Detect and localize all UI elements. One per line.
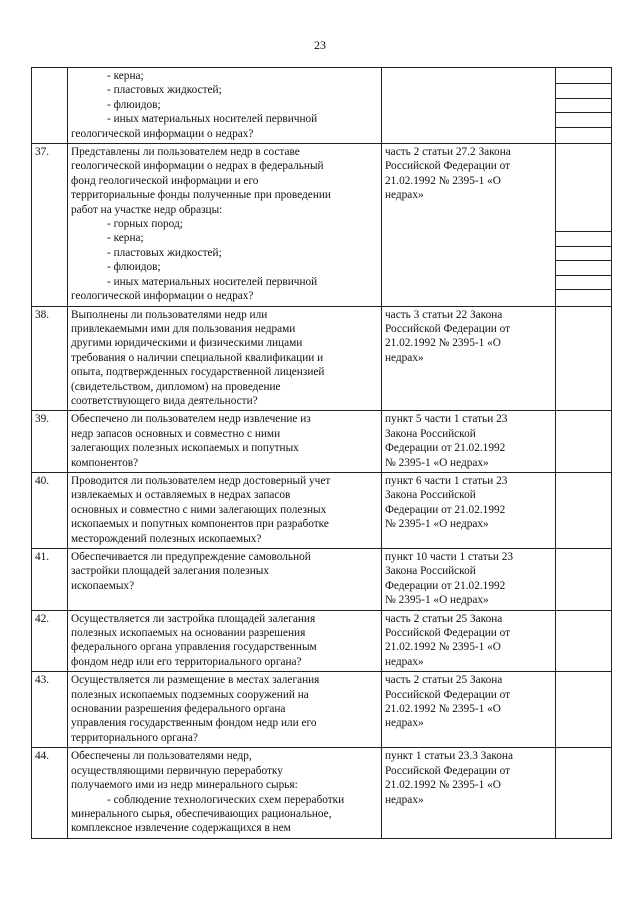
requirement-line: осуществляющими первичную переработку — [71, 764, 283, 777]
row-number: 42. — [32, 610, 68, 672]
requirement-line: ископаемых и попутных компонентов при разработке — [71, 518, 329, 531]
row-number: 37. — [32, 144, 68, 306]
requirement-line: извлекаемых и оставляемых в недрах запасов — [71, 489, 291, 502]
requirement-line: геологической информации о недрах в федеральный — [71, 160, 324, 173]
requirement-line: Обеспечены ли пользователями недр, — [71, 750, 252, 763]
legal-reference-line: Российской Федерации от — [385, 764, 511, 777]
requirement-line: привлекаемыми ими для пользования недрами — [71, 322, 296, 335]
requirement-line: Выполнены ли пользователями недр или — [71, 308, 268, 321]
requirement-line: Обеспечивается ли предупреждение самовольной — [71, 551, 311, 563]
row-number: 38. — [32, 306, 68, 411]
legal-reference-line: пункт 6 части 1 статьи 23 — [385, 474, 508, 487]
requirement-line: федерального органа управления государственным — [71, 641, 317, 654]
legal-reference-line: часть 2 статьи 25 Закона — [385, 612, 503, 625]
answer-cell — [556, 472, 612, 548]
legal-reference-line: Федерации от 21.02.1992 — [385, 442, 506, 455]
legal-reference — [382, 68, 556, 144]
requirement-line: - пластовых жидкостей; — [107, 84, 222, 97]
requirement-line: Обеспечено ли пользователем недр извлечение из — [71, 413, 311, 426]
requirement-text — [68, 472, 382, 548]
legal-reference-line: часть 2 статьи 25 Закона — [385, 674, 503, 687]
requirement-line: другими юридическими и физическими лицами — [71, 337, 303, 350]
legal-reference-line: Федерации от 21.02.1992 — [385, 503, 506, 516]
requirement-text — [68, 748, 382, 838]
legal-reference — [382, 144, 556, 306]
answer-cell — [556, 672, 612, 748]
row-number: 43. — [32, 672, 68, 748]
requirement-line: основании разрешения федерального органа — [71, 703, 286, 716]
requirement-line: месторождений полезных ископаемых? — [71, 532, 262, 545]
legal-reference-line: недрах» — [385, 655, 424, 668]
table-row — [32, 748, 612, 838]
legal-reference-line: № 2395-1 «О недрах» — [385, 456, 489, 469]
requirement-text — [68, 306, 382, 411]
legal-reference-line: пункт 1 статьи 23.3 Закона — [385, 750, 513, 763]
legal-reference — [382, 672, 556, 748]
legal-reference-line: Закона Российской — [385, 565, 476, 578]
legal-reference-line: часть 2 статьи 27.2 Закона — [385, 146, 511, 159]
requirement-line: Проводится ли пользователем недр достоверный учет — [71, 474, 331, 487]
requirement-text — [68, 68, 382, 144]
answer-cell — [556, 549, 612, 611]
legal-reference-line: недрах» — [385, 189, 424, 202]
answer-cell — [556, 748, 612, 838]
page-number: 23 — [314, 38, 326, 52]
requirement-line: - керна; — [107, 70, 144, 82]
legal-reference-line: 21.02.1992 № 2395-1 «О — [385, 779, 501, 792]
table-row — [32, 411, 612, 473]
requirement-line: требования о наличии специальной квалификации и — [71, 351, 324, 364]
requirement-line: Осуществляется ли застройка площадей залегания — [71, 612, 316, 625]
answer-subcell-divider — [556, 231, 611, 232]
legal-reference-line: 21.02.1992 № 2395-1 «О — [385, 641, 501, 654]
table-row — [32, 306, 612, 411]
legal-reference-line: Российской Федерации от — [385, 688, 511, 701]
row-number — [32, 68, 68, 144]
legal-reference — [382, 306, 556, 411]
requirement-line: недр запасов основных и совместно с ними — [71, 427, 281, 440]
legal-reference — [382, 610, 556, 672]
requirement-text — [68, 672, 382, 748]
legal-reference — [382, 549, 556, 611]
legal-reference-line: недрах» — [385, 351, 424, 364]
legal-reference — [382, 748, 556, 838]
requirement-line: полезных ископаемых подземных сооружений на — [71, 688, 309, 701]
row-number: 44. — [32, 748, 68, 838]
legal-reference — [382, 472, 556, 548]
requirement-line: - иных материальных носителей первичной — [107, 275, 318, 288]
requirement-line: - пластовых жидкостей; — [107, 246, 222, 259]
answer-subcell-divider — [556, 112, 611, 113]
requirement-line: Осуществляется ли размещение в местах залегания — [71, 674, 320, 687]
requirement-line: основных и совместно с ними залегающих полезных — [71, 503, 327, 516]
table-row — [32, 610, 612, 672]
requirement-text — [68, 144, 382, 306]
requirement-line: работ на участке недр образцы: — [71, 203, 223, 216]
legal-reference-line: недрах» — [385, 717, 424, 730]
table-row — [32, 549, 612, 611]
answer-subcell-divider — [556, 289, 611, 290]
requirement-line: управления государственным фондом недр или его — [71, 717, 317, 730]
requirement-line: фондом недр или его территориального органа? — [71, 655, 302, 668]
requirement-line: - горных пород; — [107, 218, 183, 231]
requirement-line: геологической информации о недрах? — [71, 127, 254, 140]
answer-cell — [556, 144, 612, 306]
table-row — [32, 472, 612, 548]
requirement-line: Представлены ли пользователем недр в составе — [71, 146, 300, 159]
answer-cell — [556, 411, 612, 473]
requirement-line: территориальные фонды полученные при проведении — [71, 189, 331, 202]
requirement-line: фонд геологической информации и его — [71, 174, 259, 187]
row-number: 41. — [32, 549, 68, 611]
requirement-line: геологической информации о недрах? — [71, 290, 254, 303]
requirement-line: соответствующего вида деятельности? — [71, 394, 258, 407]
answer-cell — [556, 610, 612, 672]
requirement-line: компонентов? — [71, 456, 139, 469]
table-row — [32, 672, 612, 748]
answer-cell — [556, 306, 612, 411]
answer-subcell-divider — [556, 98, 611, 99]
legal-reference-line: № 2395-1 «О недрах» — [385, 594, 489, 607]
requirement-line: комплексное извлечение содержащихся в нем — [71, 822, 291, 835]
row-number: 39. — [32, 411, 68, 473]
answer-subcell-divider — [556, 260, 611, 261]
requirement-line: залегающих полезных ископаемых и попутных — [71, 442, 299, 455]
requirement-line: территориального органа? — [71, 731, 198, 744]
legal-reference-line: Федерации от 21.02.1992 — [385, 579, 506, 592]
row-number: 40. — [32, 472, 68, 548]
requirement-line: опыта, подтвержденных государственной лицензией — [71, 366, 325, 379]
answer-subcell-divider — [556, 246, 611, 247]
legal-reference-line: Российской Федерации от — [385, 322, 511, 335]
legal-reference-line: часть 3 статьи 22 Закона — [385, 308, 503, 321]
legal-reference-line: Российской Федерации от — [385, 627, 511, 640]
requirement-text — [68, 411, 382, 473]
table-row — [32, 68, 612, 144]
table-row — [32, 144, 612, 306]
answer-cell — [556, 68, 612, 144]
legal-reference-line: Российской Федерации от — [385, 160, 511, 173]
answer-subcell-divider — [556, 275, 611, 276]
requirement-line: - иных материальных носителей первичной — [107, 113, 318, 126]
legal-reference-line: 21.02.1992 № 2395-1 «О — [385, 174, 501, 187]
requirement-text — [68, 549, 382, 611]
requirement-line: застройки площадей залегания полезных — [71, 565, 270, 578]
requirement-line: полезных ископаемых на основании разрешения — [71, 627, 306, 640]
legal-reference-line: пункт 5 части 1 статьи 23 — [385, 413, 508, 426]
legal-reference-line: № 2395-1 «О недрах» — [385, 518, 489, 531]
requirement-line: минерального сырья, обеспечивающих рациональное, — [71, 807, 332, 820]
legal-reference-line: Закона Российской — [385, 489, 476, 502]
requirement-line: ископаемых? — [71, 579, 135, 592]
requirement-line: - керна; — [107, 232, 144, 245]
requirement-line: - соблюдение технологических схем переработки — [107, 793, 345, 806]
answer-subcell-divider — [556, 83, 611, 84]
legal-reference-line: 21.02.1992 № 2395-1 «О — [385, 337, 501, 350]
legal-reference-line: Закона Российской — [385, 427, 476, 440]
legal-reference — [382, 411, 556, 473]
requirement-text — [68, 610, 382, 672]
requirements-table — [31, 67, 612, 839]
legal-reference-line: 21.02.1992 № 2395-1 «О — [385, 703, 501, 716]
requirement-line: - флюидов; — [107, 98, 161, 111]
requirement-line: - флюидов; — [107, 261, 161, 274]
requirement-line: (свидетельством, дипломом) на проведение — [71, 380, 281, 393]
answer-subcell-divider — [556, 127, 611, 128]
legal-reference-line: недрах» — [385, 793, 424, 806]
requirement-line: получаемого ими из недр минерального сырья: — [71, 779, 298, 792]
legal-reference-line: пункт 10 части 1 статьи 23 — [385, 551, 514, 563]
